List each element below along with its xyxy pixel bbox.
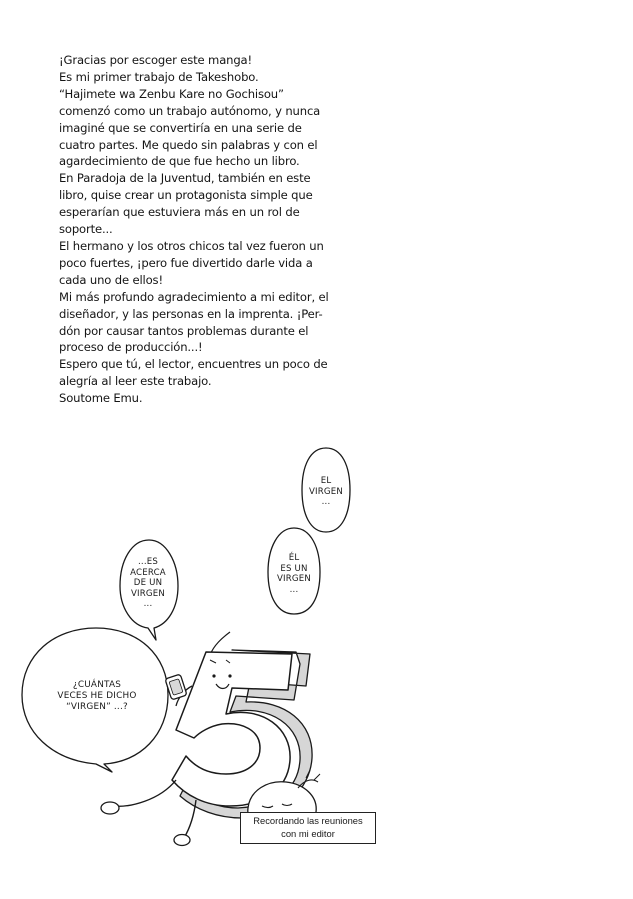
afterword-line: alegría al leer este trabajo. xyxy=(59,374,212,389)
speech-bubble-text: ...ES ACERCA DE UN VIRGEN ... xyxy=(130,557,166,610)
speech-bubble-text: ÉL ES UN VIRGEN ... xyxy=(276,553,312,595)
caption-line: Recordando las reuniones xyxy=(253,815,363,826)
afterword-line: soporte... xyxy=(59,222,113,237)
afterword-line: Espero que tú, el lector, encuentres un poco de xyxy=(59,357,328,372)
afterword-line: poco fuertes, ¡pero fue divertido darle vida a xyxy=(59,255,313,270)
caption-box xyxy=(240,812,376,844)
afterword-line: “Hajimete wa Zenbu Kare no Gochisou” xyxy=(59,86,284,101)
afterword-line: Es mi primer trabajo de Takeshobo. xyxy=(59,69,259,84)
speech-bubble-text: EL VIRGEN ... xyxy=(308,476,344,508)
afterword-line: El hermano y los otros chicos tal vez fueron un xyxy=(59,238,324,253)
afterword-line: cuatro partes. Me quedo sin palabras y con el xyxy=(59,137,318,152)
afterword-line: libro, quise crear un protagonista simple que xyxy=(59,188,313,203)
speech-bubble-text: ¿CUÁNTAS VECES HE DICHO “VIRGEN” ...? xyxy=(57,680,137,712)
afterword-line: esperarían que estuviera más en un rol de xyxy=(59,205,300,220)
afterword-line: diseñador, y las personas en la imprenta. ¡Per- xyxy=(59,306,323,321)
caption-line: con mi editor xyxy=(281,827,335,839)
afterword-line: agardecimiento de que fue hecho un libro. xyxy=(59,154,300,169)
afterword-line: proceso de producción...! xyxy=(59,340,203,355)
afterword-line: ¡Gracias por escoger este manga! xyxy=(59,53,253,67)
afterword-line: En Paradoja de la Juventud, también en este xyxy=(59,171,311,186)
afterword-line: cada uno de ellos! xyxy=(59,272,163,287)
afterword-line: comenzó como un trabajo autónomo, y nunca xyxy=(59,103,321,118)
afterword-line: Soutome Emu. xyxy=(59,391,143,406)
afterword-line: dón por causar tantos problemas durante el xyxy=(59,323,309,338)
afterword-line: imaginé que se convertiría en una serie de xyxy=(59,120,302,135)
afterword-line: Mi más profundo agradecimiento a mi editor, el xyxy=(59,289,329,304)
